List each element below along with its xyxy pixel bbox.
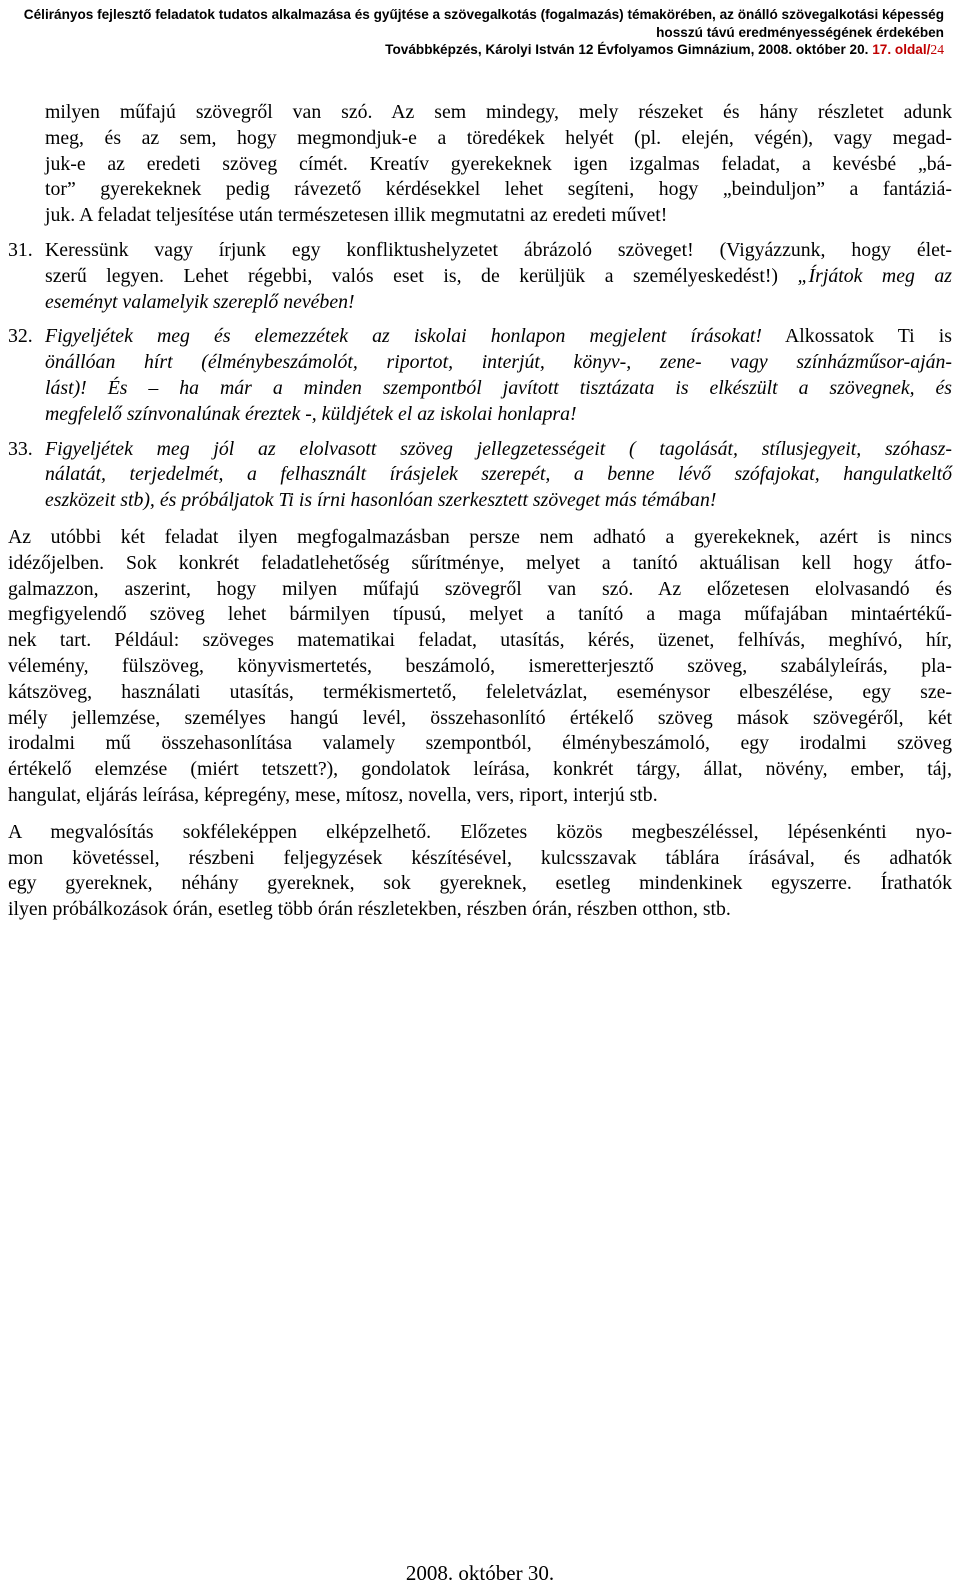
document-body: [8, 100, 952, 923]
text-line: önállóan hírt (élménybeszámolót, riportot, interjút, könyv-, zene- vagy színházműsor-aján-: [45, 351, 952, 374]
text-line: nálatát, terjedelmét, a felhasznált írásjelek szerepét, a benne lévő szófajokat, hangulatkeltő: [45, 463, 952, 486]
text-line: juk. A feladat teljesítése után természetesen illik megmutatni az eredeti művet!: [45, 204, 668, 227]
text-line: egy gyereknek, néhány gyereknek, sok gyereknek, esetleg mindenkinek egyszerre. Írathatók: [8, 872, 952, 895]
text-line: Az utóbbi két feladat ilyen megfogalmazásban persze nem adható a gyerekeknek, azért is nincs: [8, 525, 952, 548]
text-line: megfigyelendő szöveg lehet bármilyen típusú, melyet a tanító a maga műfajában mintaértékű-: [8, 603, 952, 626]
text-line: irodalmi mű összehasonlítása valamely szempontból, élménybeszámoló, egy irodalmi szöveg: [8, 732, 952, 755]
text-line: Keressünk vagy írjunk egy konfliktushelyzetet ábrázoló szöveget! (Vigyázzunk, hogy élet-: [45, 238, 952, 261]
header-event: Továbbképzés, Károlyi István 12 Évfolyamos Gimnázium, 2008. október 20.: [385, 42, 869, 57]
text-line: juk-e az eredeti szöveg címét. Kreatív gyerekeknek igen izgalmas feladat, a kevésbé „bá-: [45, 152, 952, 175]
text-line: értékelő elemzése (miért tetszett?), gondolatok leírása, konkrét tárgy, állat, növény, ember, táj,: [8, 758, 952, 781]
text-line: mély jellemzése, személyes hangú levél, összehasonlító értékelő szöveg mások szövegéről, két: [8, 706, 952, 729]
text-segment: Alkossatok Ti is: [785, 325, 952, 348]
header-title-line-1: Célirányos fejlesztő feladatok tudatos alkalmazása és gyűjtése a szövegalkotás (fogalmazás) témakörében, az önálló szövegalkotási képesség: [23, 7, 944, 22]
task-number: 32.: [8, 325, 33, 348]
text-line: Figyeljétek meg jól az elolvasott szöveg jellegzetességeit ( tagolását, stílusjegyeit, szóhasz-: [45, 437, 952, 460]
task-item-31: [8, 238, 952, 315]
header-meta-line: [14, 41, 944, 59]
task-number: 33.: [8, 437, 33, 460]
text-line: megfelelő színvonalúnak éreztek -, küldjétek el az iskolai honlapra!: [45, 402, 577, 425]
text-line: hangulat, eljárás leírása, képregény, mese, mítosz, novella, vers, riport, interjú stb.: [8, 783, 658, 806]
italic-segment: Figyeljétek meg és elemezzétek az iskolai honlapon megjelent írásokat!: [45, 325, 762, 348]
text-line: tor” gyerekeknek pedig rávezető kérdésekkel lehet segíteni, hogy „beinduljon” a fantáziá-: [45, 178, 952, 201]
text-line: mon követéssel, részbeni feljegyzések készítésével, kulcsszavak táblára írásával, és adhatók: [8, 846, 952, 869]
task-item-32: [8, 324, 952, 427]
page-number-separator: /: [926, 42, 931, 57]
intro-paragraph: [8, 100, 952, 229]
task-number: 31.: [8, 238, 33, 261]
text-line: vélemény, fülszöveg, könyvismertetés, beszámoló, ismeretterjesztő szöveg, szabályleírás, pla-: [8, 654, 952, 677]
text-line: meg, és az sem, hogy megmondjuk-e a töredékek helyét (pl. elején, végén), vagy megad-: [45, 126, 952, 149]
page-number-total: 24: [930, 42, 944, 57]
task-item-33: [8, 437, 952, 514]
body-paragraph-1: [8, 525, 952, 809]
text-line: idézőjelben. Sok konkrét feladatlehetőség sűrítménye, melyet a tanító aktuálisan kell hogy átfo-: [8, 551, 952, 574]
text-line: kátszöveg, használati utasítás, termékismertető, feleletvázlat, eseménysor elbeszélése, egy sze-: [8, 680, 952, 703]
text-line: eseményt valamelyik szereplő nevében!: [45, 290, 355, 313]
body-paragraph-2: [8, 820, 952, 923]
page-footer-date: 2008. október 30.: [405, 1561, 555, 1585]
text-line: lást)! És – ha már a minden szempontból javított tisztázata is elkészült a szövegnek, és: [45, 376, 952, 399]
text-line: ilyen próbálkozások órán, esetleg több órán részletekben, részben órán, részben otthon, stb.: [8, 898, 731, 921]
text-line: [45, 324, 952, 350]
text-line: [45, 264, 952, 290]
italic-segment: „Írjátok meg az: [797, 264, 952, 287]
text-line: nek tart. Például: szöveges matematikai feladat, utasítás, kérés, üzenet, felhívás, meghívó, hír,: [8, 629, 952, 652]
header-title-line-2: hosszú távú eredményességének érdekében: [656, 24, 944, 40]
text-line: milyen műfajú szövegről van szó. Az sem mindegy, mely részeket és hány részletet adunk: [45, 101, 952, 123]
text-line: eszközeit stb), és próbáljatok Ti is írni hasonlóan szerkesztett szöveget más témában!: [45, 489, 717, 512]
page-number-current: 17. oldal: [872, 42, 927, 57]
page-header: [14, 6, 944, 59]
text-line: A megvalósítás sokféleképpen elképzelhető. Előzetes közös megbeszéléssel, lépésenkénti nyo-: [8, 820, 952, 843]
text-segment: szerű legyen. Lehet régebbi, valós eset is, de kerüljük a személyeskedést!): [45, 264, 779, 287]
text-line: galmazzon, aszerint, hogy milyen műfajú szövegről van szó. Az előzetesen elolvasandó és: [8, 577, 952, 600]
